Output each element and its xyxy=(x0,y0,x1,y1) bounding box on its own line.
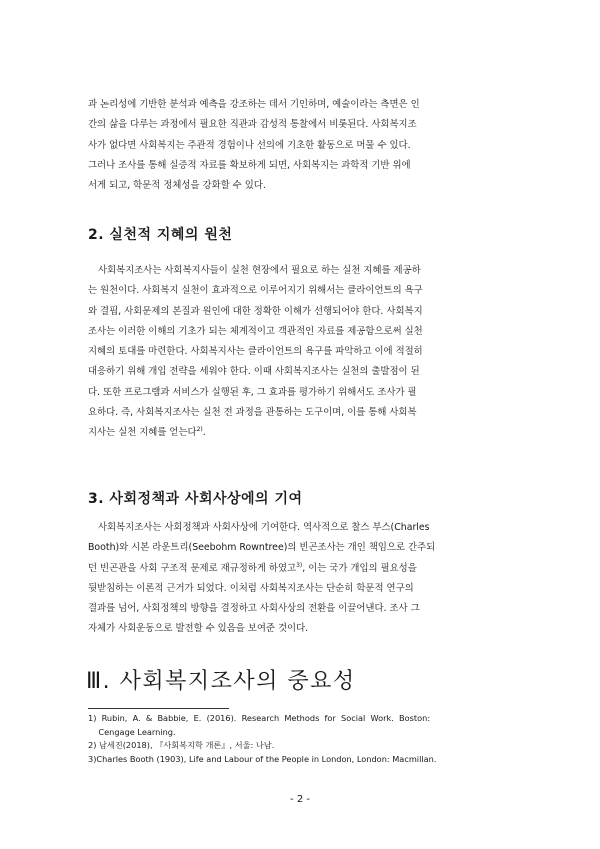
footnote-ref-3[interactable]: 3) xyxy=(296,561,303,569)
paragraph-line: 간의 삶을 다루는 과정에서 필요한 직관과 감성적 통찰에서 비롯된다. 사회복지조 xyxy=(88,119,417,131)
intro-paragraph xyxy=(88,95,516,196)
line-text: 던 빈곤관을 사회 구조적 문제로 재규정하게 하였고 xyxy=(88,562,297,574)
paragraph-line: 다. 또한 프로그램과 서비스가 실행된 후, 그 효과를 평가하기 위해서도 조사가 필 xyxy=(88,386,417,398)
paragraph-line: 대응하기 위해 개입 전략을 세워야 한다. 이때 사회복지조사는 실천의 출발점이 된 xyxy=(88,366,420,378)
paragraph-line: 지혜의 토대를 마련한다. 사회복지사는 클라이언트의 욕구를 파악하고 이에 적절히 xyxy=(88,346,423,358)
chapter-3-heading: Ⅲ. 사회복지조사의 중요성 xyxy=(86,669,356,694)
footnote-2: 2) 남세진(2018), 『사회복지학 개론』, 서울: 나남. xyxy=(88,740,275,750)
footnotes xyxy=(88,712,518,766)
footnote-3: 3)Charles Booth (1903), Life and Labour of the People in London, London: Macmillan. xyxy=(88,753,437,764)
page-number: - 2 - xyxy=(290,794,310,805)
paragraph-line: 요하다. 즉, 사회복지조사는 실천 전 과정을 관통하는 도구이며, 이를 통해 사회복 xyxy=(88,407,417,419)
section-3-heading: 3. 사회정책과 사회사상에의 기여 xyxy=(88,491,303,507)
paragraph-line xyxy=(88,423,516,443)
paragraph-line: Booth)와 시본 라운트리(Seebohm Rowntree)의 빈곤조사는 개인 책임으로 간주되 xyxy=(88,542,436,554)
paragraph-line: 결과를 넘어, 사회정책의 방향을 결정하고 사회사상의 전환을 이끌어낸다. 조사 그 xyxy=(88,603,420,615)
paragraph-line: 사회복지조사는 사회복지사들이 실천 현장에서 필요로 하는 실천 지혜를 제공하 xyxy=(98,265,421,276)
section-2-paragraph xyxy=(88,261,516,444)
paragraph-line: 과 논리성에 기반한 분석과 예측을 강조하는 데서 기인하며, 예술이라는 측면은 인 xyxy=(88,99,420,110)
section-3-paragraph xyxy=(88,518,516,640)
paragraph-line: 그러나 조사를 통해 실증적 자료를 확보하게 되면, 사회복지는 과학적 기반 위에 xyxy=(88,159,411,171)
footnote-ref-2[interactable]: 2) xyxy=(196,426,203,434)
line-text: 지사는 실천 지혜를 얻는다 xyxy=(88,427,197,439)
paragraph-line: 사가 없다면 사회복지는 주관적 경험이나 선의에 기초한 활동으로 머물 수 있다. xyxy=(88,139,411,151)
line-text-tail: , 이는 국가 개입의 필요성을 xyxy=(302,562,417,574)
paragraph-line: 와 결핍, 사회문제의 본질과 원인에 대한 정확한 이해가 선행되어야 한다. 사회복지 xyxy=(88,305,423,317)
footnote-1: 1) Rubin, A. & Babbie, E. (2016). Research Methods for Social Work. Boston: xyxy=(88,713,431,723)
section-2-heading: 2. 실천적 지혜의 원천 xyxy=(88,227,233,243)
paragraph-line: 서게 되고, 학문적 정체성을 강화할 수 있다. xyxy=(88,180,266,192)
paragraph-line: 자체가 사회운동으로 발전할 수 있음을 보여준 것이다. xyxy=(88,623,309,635)
paragraph-line: 뒷받침하는 이론적 근거가 되었다. 이처럼 사회복지조사는 단순히 학문적 연구의 xyxy=(88,582,414,594)
paragraph-line: 조사는 이러한 이해의 기초가 되는 체계적이고 객관적인 자료를 제공함으로써 실천 xyxy=(88,325,423,337)
paragraph-line: 사회복지조사는 사회정책과 사회사상에 기여한다. 역사적으로 찰스 부스(Charles xyxy=(98,522,430,533)
line-text-tail: . xyxy=(202,427,206,439)
paragraph-line xyxy=(88,559,516,579)
footnote-1-cont: Cengage Learning. xyxy=(88,726,176,737)
footnote-divider xyxy=(88,708,229,709)
paragraph-line: 는 원천이다. 사회복지 실천이 효과적으로 이루어지기 위해서는 클라이언트의 욕구 xyxy=(88,285,423,297)
